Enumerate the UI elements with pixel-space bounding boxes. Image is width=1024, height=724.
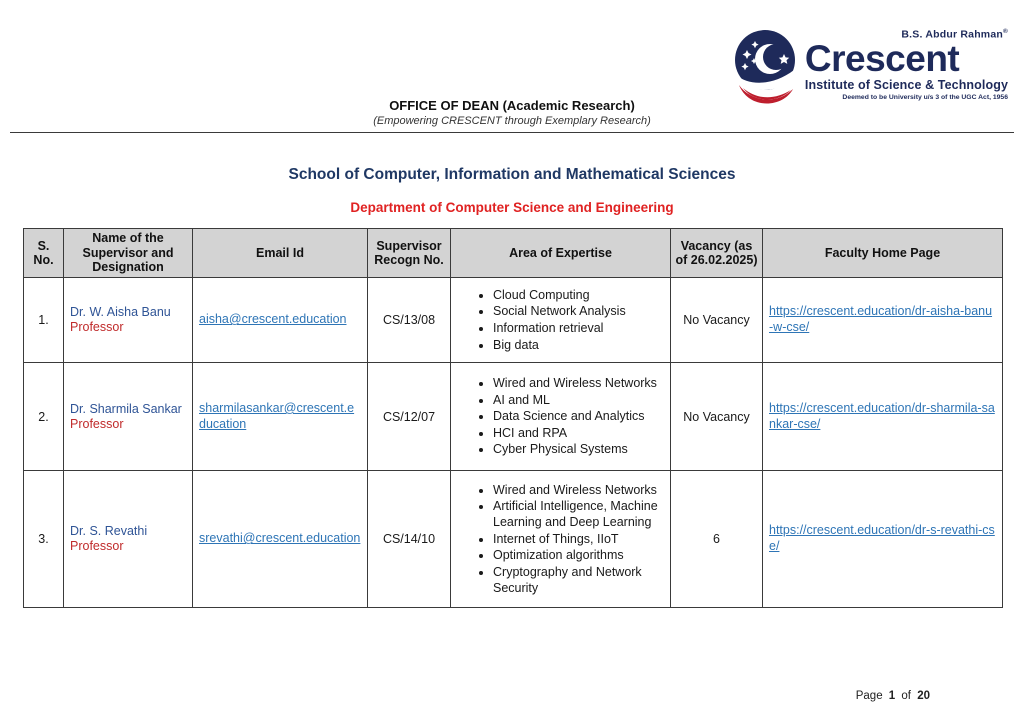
table-row — [24, 363, 1003, 471]
expertise-item: • Cryptography and Network Security — [493, 565, 664, 596]
supervisor-designation: Professor — [70, 539, 124, 553]
faculty-homepage-link[interactable]: https://crescent.education/dr-aisha-banu-w-cse/ — [769, 304, 993, 334]
cell-vacancy: No Vacancy — [671, 278, 763, 363]
cell-sno: 1. — [24, 278, 64, 363]
header-recogn-no: Supervisor Recogn No. — [368, 229, 451, 278]
cell-email — [193, 363, 368, 471]
expertise-item: • Optimization algorithms — [493, 548, 664, 564]
cell-recogn-no: CS/13/08 — [368, 278, 451, 363]
expertise-item: • Social Network Analysis — [493, 304, 664, 320]
supervisor-name: Dr. Sharmila Sankar — [70, 401, 182, 416]
expertise-item: • HCI and RPA — [493, 426, 664, 442]
expertise-item: • Data Science and Analytics — [493, 409, 664, 425]
school-title: School of Computer, Information and Mathematical Sciences — [288, 166, 736, 183]
expertise-list — [457, 288, 664, 354]
office-header — [0, 98, 1024, 127]
email-link[interactable]: srevathi@crescent.education — [199, 531, 361, 546]
logo-brand-tagline: Deemed to be University u/s 3 of the UGC Act, 1956 — [842, 93, 1008, 101]
cell-name — [64, 278, 193, 363]
cell-sno: 3. — [24, 471, 64, 608]
expertise-item: • Wired and Wireless Networks — [493, 376, 664, 392]
cell-vacancy: No Vacancy — [671, 363, 763, 471]
cell-expertise — [451, 278, 671, 363]
cell-recogn-no: CS/14/10 — [368, 471, 451, 608]
expertise-item: • Internet of Things, IIoT — [493, 532, 664, 548]
header-vacancy: Vacancy (as of 26.02.2025) — [671, 229, 763, 278]
page-footer — [856, 690, 930, 702]
cell-name — [64, 471, 193, 608]
office-title: OFFICE OF DEAN (Academic Research) — [389, 98, 635, 113]
header-expertise: Area of Expertise — [451, 229, 671, 278]
department-title: Department of Computer Science and Engineering — [350, 200, 674, 215]
header-sno: S. No. — [24, 229, 64, 278]
cell-vacancy: 6 — [671, 471, 763, 608]
cell-expertise — [451, 363, 671, 471]
expertise-item: • Information retrieval — [493, 321, 664, 337]
table-row — [24, 471, 1003, 608]
supervisor-designation: Professor — [70, 320, 124, 334]
logo-brand-subtitle: Institute of Science & Technology — [804, 77, 1008, 92]
registered-mark: ® — [1003, 28, 1008, 35]
logo-text-block — [805, 28, 1008, 101]
expertise-item: • Wired and Wireless Networks — [493, 483, 664, 499]
expertise-list — [457, 483, 664, 596]
cell-name — [64, 363, 193, 471]
supervisor-name: Dr. W. Aisha Banu — [70, 305, 171, 319]
cell-expertise — [451, 471, 671, 608]
supervisor-name: Dr. S. Revathi — [70, 524, 148, 538]
cell-email — [193, 278, 368, 363]
table-row — [24, 278, 1003, 363]
header-name: Name of the Supervisor and Designation — [64, 229, 193, 278]
expertise-item: • Big data — [493, 338, 664, 354]
supervisors-table — [23, 228, 1003, 608]
crescent-moon-emblem-icon — [733, 28, 797, 108]
footer-page-total: 20 — [917, 690, 930, 702]
email-link[interactable]: sharmilasankar@crescent.education — [199, 400, 355, 431]
cell-recogn-no: CS/12/07 — [368, 363, 451, 471]
faculty-homepage-link[interactable]: https://crescent.education/dr-s-revathi-cse/ — [769, 523, 995, 553]
footer-of-label: of — [901, 690, 911, 702]
expertise-item: • Cloud Computing — [493, 288, 664, 304]
expertise-item: • AI and ML — [493, 393, 664, 409]
footer-page-label: Page — [855, 690, 883, 702]
header-homepage: Faculty Home Page — [763, 229, 1003, 278]
expertise-item: • Artificial Intelligence, Machine Learning and Deep Learning — [493, 499, 664, 530]
office-motto: (Empowering CRESCENT through Exemplary Research) — [373, 115, 651, 127]
logo-brand-top-text: B.S. Abdur Rahman — [901, 28, 1003, 41]
supervisor-designation: Professor — [70, 416, 124, 431]
footer-page-number: 1 — [888, 690, 896, 702]
logo-brand-name: Crescent — [804, 37, 960, 79]
cell-sno: 2. — [24, 363, 64, 471]
expertise-item: • Cyber Physical Systems — [493, 442, 664, 458]
header-email: Email Id — [193, 229, 368, 278]
cell-homepage — [763, 278, 1003, 363]
faculty-homepage-link[interactable]: https://crescent.education/dr-sharmila-sankar-cse/ — [769, 400, 995, 431]
cell-homepage — [763, 471, 1003, 608]
cell-homepage — [763, 363, 1003, 471]
header-divider — [10, 132, 1014, 133]
crescent-logo — [733, 28, 1008, 108]
cell-email — [193, 471, 368, 608]
expertise-list — [457, 376, 664, 458]
email-link[interactable]: aisha@crescent.education — [199, 312, 347, 327]
table-header-row — [24, 229, 1003, 278]
